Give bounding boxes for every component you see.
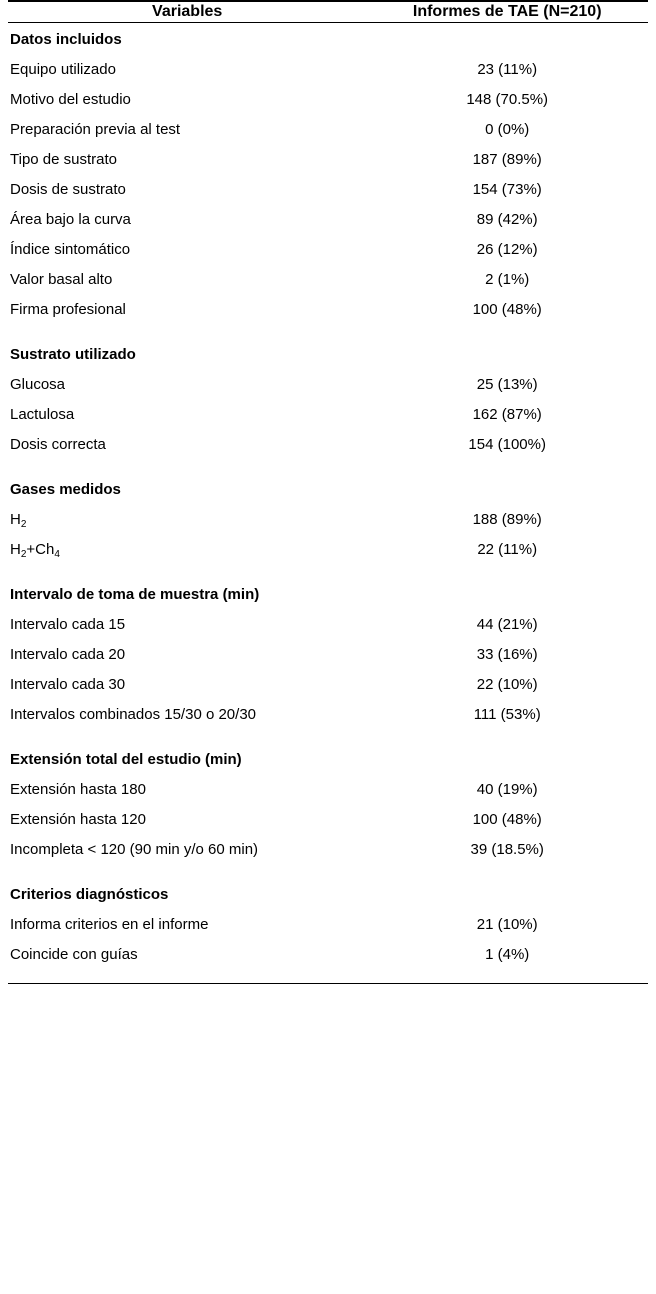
- table-row: [8, 534, 648, 564]
- row-value: 100 (48%): [472, 811, 542, 828]
- section-title: Intervalo de toma de muestra (min): [10, 586, 260, 603]
- spacer-cell: [8, 564, 648, 578]
- section-spacer: [8, 864, 648, 878]
- section-title: Sustrato utilizado: [10, 346, 136, 363]
- row-value: 154 (100%): [468, 436, 546, 453]
- row-value: 2 (1%): [485, 271, 530, 288]
- spacer-cell: [8, 324, 648, 338]
- row-value: 23 (11%): [477, 61, 538, 78]
- section-spacer: [8, 564, 648, 578]
- row-label: Índice sintomático: [10, 241, 131, 258]
- section-title-value-blank: [366, 473, 648, 504]
- header-reports: Informes de TAE (N=210): [412, 3, 602, 20]
- row-label: Equipo utilizado: [10, 61, 116, 78]
- row-label: Intervalo cada 15: [10, 616, 126, 633]
- spacer-cell: [8, 864, 648, 878]
- section-spacer: [8, 459, 648, 473]
- section-title: Criterios diagnósticos: [10, 886, 169, 903]
- section-header-row: [8, 23, 648, 54]
- section-title: Gases medidos: [10, 481, 121, 498]
- section-title-value-blank: [366, 578, 648, 609]
- table-header-row: [8, 2, 648, 23]
- row-value: 22 (11%): [477, 541, 538, 558]
- row-label: Incompleta < 120 (90 min y/o 60 min): [10, 841, 259, 858]
- row-value: 21 (10%): [476, 916, 538, 933]
- row-value: 111 (53%): [473, 706, 541, 723]
- section-header-row: [8, 878, 648, 909]
- row-label: Dosis correcta: [10, 436, 106, 453]
- section-header-row: [8, 473, 648, 504]
- row-value: 148 (70.5%): [466, 91, 549, 108]
- row-value: 89 (42%): [476, 211, 538, 228]
- table-row: [8, 504, 648, 534]
- row-label: Firma profesional: [10, 301, 126, 318]
- table-row: [8, 774, 648, 804]
- spacer-cell: [8, 969, 648, 984]
- section-title-value-blank: [366, 338, 648, 369]
- row-label: Intervalos combinados 15/30 o 20/30: [10, 706, 256, 723]
- row-label: Informa criterios en el informe: [10, 916, 209, 933]
- row-value: 26 (12%): [476, 241, 538, 258]
- section-title-value-blank: [366, 878, 648, 909]
- table-row: [8, 669, 648, 699]
- row-label: Área bajo la curva: [10, 211, 131, 228]
- row-value: 187 (89%): [472, 151, 542, 168]
- row-label: $H_2+Ch_4$: [10, 541, 60, 560]
- row-value: 39 (18.5%): [470, 841, 544, 858]
- row-label: Intervalo cada 20: [10, 646, 126, 663]
- row-label: Dosis de sustrato: [10, 181, 126, 198]
- row-value: 162 (87%): [472, 406, 542, 423]
- table-row: [8, 144, 648, 174]
- section-spacer: [8, 324, 648, 338]
- row-value: 0 (0%): [485, 121, 530, 138]
- row-label: Motivo del estudio: [10, 91, 131, 108]
- row-value: 44 (21%): [476, 616, 538, 633]
- row-value: 40 (19%): [476, 781, 538, 798]
- row-value: 22 (10%): [476, 676, 538, 693]
- section-header-row: [8, 743, 648, 774]
- table-row: [8, 114, 648, 144]
- row-label: Lactulosa: [10, 406, 75, 423]
- row-value: 100 (48%): [472, 301, 542, 318]
- row-value: 33 (16%): [476, 646, 538, 663]
- table-row: [8, 834, 648, 864]
- table-row: [8, 909, 648, 939]
- section-header-row: [8, 338, 648, 369]
- table-row: [8, 84, 648, 114]
- row-value: 188 (89%): [472, 511, 542, 528]
- header-variables: Variables: [152, 3, 223, 20]
- table-row: [8, 429, 648, 459]
- table-row: [8, 174, 648, 204]
- row-label: Valor basal alto: [10, 271, 113, 288]
- row-value: 154 (73%): [472, 181, 542, 198]
- row-label: Intervalo cada 30: [10, 676, 126, 693]
- table-row: [8, 939, 648, 969]
- section-title-value-blank: [366, 743, 648, 774]
- row-label: $H_2$: [10, 511, 27, 530]
- section-title: Datos incluidos: [10, 31, 122, 48]
- table-row: [8, 609, 648, 639]
- spacer-cell: [8, 729, 648, 743]
- table-row: [8, 399, 648, 429]
- section-title-value-blank: [366, 23, 648, 54]
- row-value: 25 (13%): [476, 376, 538, 393]
- table-row: [8, 54, 648, 84]
- variables-table: [8, 0, 648, 984]
- table-row: [8, 699, 648, 729]
- row-label: Tipo de sustrato: [10, 151, 117, 168]
- row-label: Coincide con guías: [10, 946, 138, 963]
- section-title: Extensión total del estudio (min): [10, 751, 242, 768]
- table-bottom-rule: [8, 984, 648, 985]
- table-row: [8, 264, 648, 294]
- row-label: Extensión hasta 180: [10, 781, 146, 798]
- rule-line: [8, 984, 648, 985]
- section-header-row: [8, 578, 648, 609]
- table-row: [8, 639, 648, 669]
- table-row: [8, 369, 648, 399]
- row-label: Glucosa: [10, 376, 66, 393]
- spacer-cell: [8, 459, 648, 473]
- section-spacer: [8, 729, 648, 743]
- table-end-spacer: [8, 969, 648, 984]
- table-row: [8, 234, 648, 264]
- row-label: Extensión hasta 120: [10, 811, 146, 828]
- table-row: [8, 804, 648, 834]
- row-label: Preparación previa al test: [10, 121, 181, 138]
- table-row: [8, 294, 648, 324]
- table-row: [8, 204, 648, 234]
- row-value: 1 (4%): [485, 946, 530, 963]
